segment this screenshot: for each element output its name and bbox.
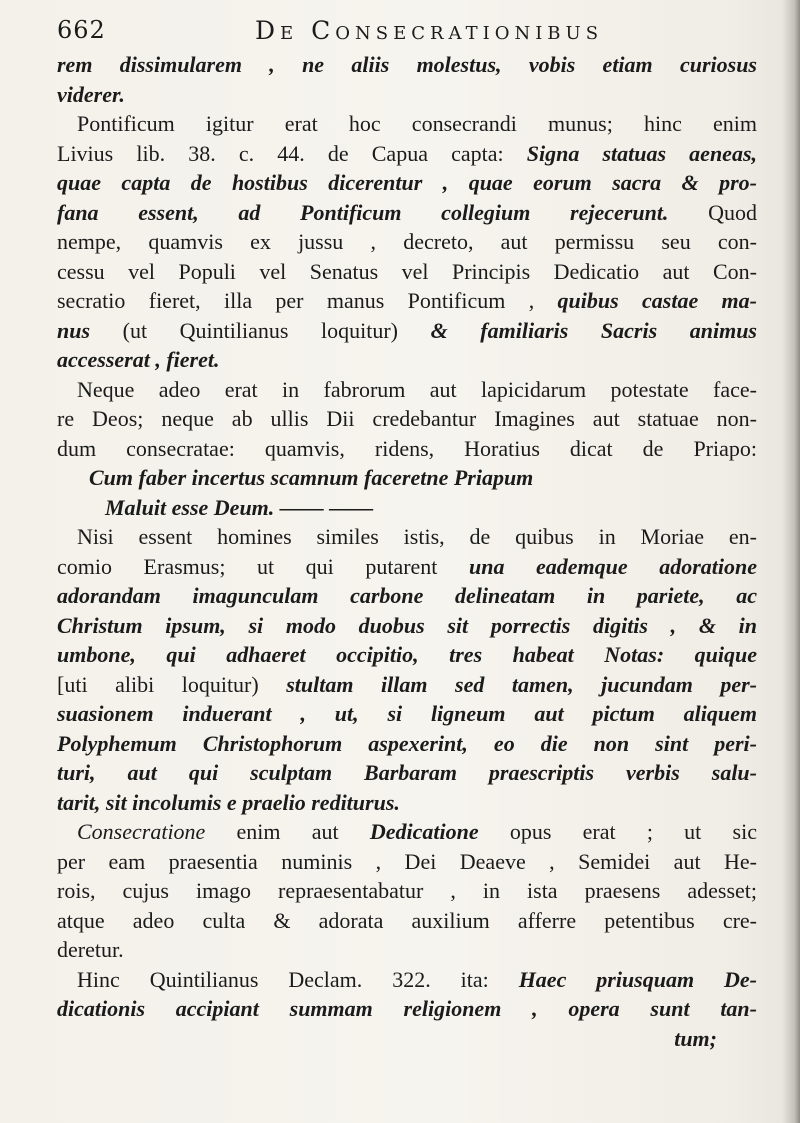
text-segment: atque adeo culta & adorata auxilium afferre petentibus cre-	[57, 907, 757, 933]
text-line	[57, 552, 757, 582]
text-segment: Cum faber incertus scamnum faceretne Priapum	[89, 465, 534, 490]
text-segment: [uti alibi loquitur)	[57, 671, 287, 697]
text-line	[57, 434, 757, 464]
text-line	[57, 640, 757, 670]
text-line	[57, 965, 757, 995]
text-segment: quae capta de hostibus dicerentur , quae eorum sacra & pro-	[57, 170, 757, 195]
page-edge-shadow	[782, 0, 800, 1123]
text-segment: Haec priusquam De-	[518, 966, 757, 992]
text-line	[57, 906, 757, 936]
text-line	[57, 198, 757, 228]
text-segment: nempe, quamvis ex jussu , decreto, aut permissu seu con-	[57, 229, 757, 254]
text-line	[57, 168, 757, 198]
text-line	[57, 847, 757, 877]
text-segment: comio Erasmus; ut qui putarent	[57, 553, 469, 579]
text-line	[57, 375, 757, 405]
text-line	[57, 463, 757, 493]
text-segment: Quod	[708, 199, 757, 225]
text-segment: Neque adeo erat in fabrorum aut lapicidarum potestate face-	[77, 376, 757, 402]
text-line	[57, 522, 757, 552]
text-segment: Consecratione	[77, 819, 237, 844]
text-segment: re Deos; neque ab ullis Dii credebantur Imagines aut statuae non-	[57, 406, 757, 431]
text-segment: rem dissimularem , ne aliis molestus, vobis etiam curiosus	[57, 52, 757, 77]
text-segment: una eademque adoratione	[468, 553, 757, 579]
text-line	[57, 817, 757, 847]
text-segment: enim aut	[236, 819, 370, 844]
text-line	[57, 876, 757, 906]
text-line	[57, 345, 757, 375]
text-segment: quibus castae ma-	[557, 288, 757, 313]
text-line	[57, 286, 757, 316]
text-segment: suasionem induerant , ut, si ligneum aut pictum aliquem	[57, 701, 757, 726]
text-line	[57, 257, 757, 287]
text-segment: opus erat ; ut sic	[509, 819, 757, 844]
text-segment: accesserat , fieret.	[57, 347, 220, 372]
text-segment: dicationis accipiant summam religionem , opera sunt tan-	[57, 996, 757, 1021]
text-line	[57, 935, 757, 965]
text-segment: rois, cujus imago repraesentabatur , in ista praesens adesset;	[57, 878, 757, 903]
text-line	[57, 109, 757, 139]
text-line	[57, 994, 757, 1024]
text-segment: stultam illam sed tamen, jucundam per-	[286, 671, 757, 697]
page-header	[57, 14, 757, 48]
text-segment: umbone, qui adhaeret occipitio, tres habeat Notas: quique	[57, 642, 757, 667]
text-line	[57, 670, 757, 700]
text-segment: nus	[57, 317, 123, 343]
text-segment: Nisi essent homines similes istis, de quibus in Moriae en-	[77, 524, 757, 549]
page-number: 662	[57, 16, 106, 44]
text-segment: per eam praesentia numinis , Dei Deaeve , Semidei aut He-	[57, 848, 757, 874]
text-segment: turi, aut qui sculptam Barbaram praescriptis verbis salu-	[57, 760, 757, 785]
text-segment: dum consecratae: quamvis, ridens, Horatius dicat de Priapo:	[57, 435, 757, 461]
text-segment: Signa statuas aeneas,	[526, 140, 757, 166]
text-segment: Dedicatione	[369, 819, 510, 844]
text-line	[57, 581, 757, 611]
text-segment: viderer.	[57, 81, 125, 107]
body-text	[57, 50, 757, 1053]
text-line	[57, 80, 757, 110]
text-segment: Pontificum igitur erat hoc consecrandi munus; hinc enim	[77, 111, 757, 136]
text-segment: (ut Quintilianus loquitur)	[122, 317, 431, 343]
text-segment: Christum ipsum, si modo duobus sit porrectis digitis , & in	[57, 612, 757, 638]
text-segment: secratio fieret, illa per manus Pontificum ,	[57, 288, 558, 313]
text-segment: tarit, sit incolumis e praelio rediturus.	[57, 789, 400, 815]
text-segment: Polyphemum Christophorum aspexerint, eo die non sint peri-	[57, 730, 757, 756]
catchword: tum;	[674, 1025, 717, 1051]
text-segment: fana essent, ad Pontificum collegium rejecerunt.	[57, 199, 709, 225]
text-segment: cessu vel Populi vel Senatus vel Principis Dedicatio aut Con-	[57, 258, 757, 284]
text-line	[57, 50, 757, 80]
text-line	[57, 316, 757, 346]
text-segment: deretur.	[57, 937, 124, 962]
text-segment: & familiaris Sacris animus	[430, 317, 757, 343]
text-line	[57, 227, 757, 257]
text-line	[57, 788, 757, 818]
text-line	[57, 139, 757, 169]
text-segment: Maluit esse Deum. —— ——	[105, 494, 374, 520]
text-line	[57, 729, 757, 759]
running-head: De Consecrationibus	[255, 16, 604, 45]
text-segment: Livius lib. 38. c. 44. de Capua capta:	[57, 140, 527, 166]
text-segment: adorandam imagunculam carbone delineatam in pariete, ac	[57, 583, 757, 608]
text-segment: Hinc Quintilianus Declam. 322. ita:	[77, 966, 519, 992]
text-line	[57, 699, 757, 729]
text-line	[57, 493, 757, 523]
text-line	[57, 611, 757, 641]
text-line	[57, 404, 757, 434]
text-line	[57, 758, 757, 788]
